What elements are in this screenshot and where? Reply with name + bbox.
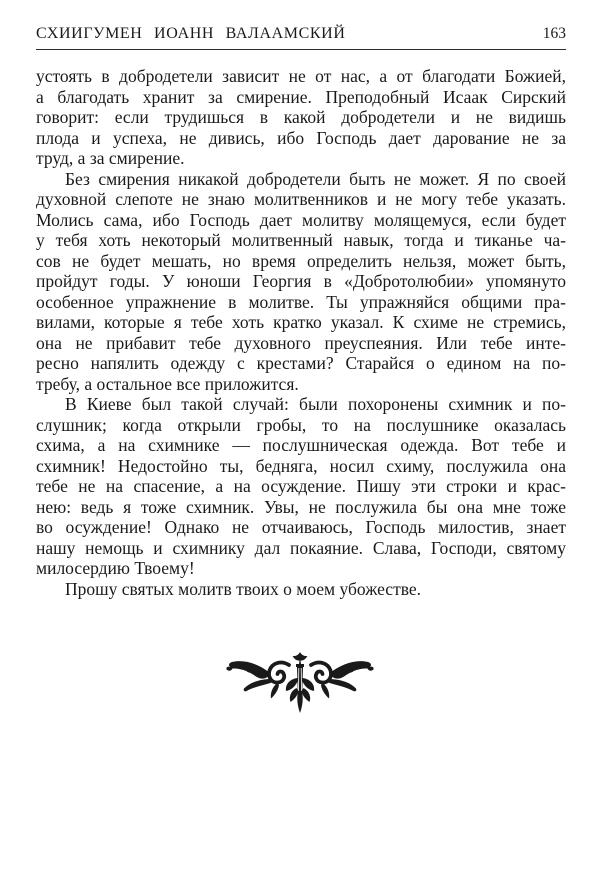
text-line: требу, а остальное все приложится.: [36, 373, 299, 394]
text-line: милосердию Твоему!: [36, 558, 195, 578]
page-text: [36, 66, 566, 599]
text-line: особенное упражнение в молитве. Ты упражняйся общими пра-: [36, 291, 566, 312]
text-line: во осуждение! Однако не отчаиваюсь, Господь милостив, знает: [36, 517, 566, 537]
text-line: а благодать хранит за смирение. Преподобный Исаак Сирский: [36, 86, 566, 107]
fleuron-ornament-graphic: [225, 650, 375, 714]
text-line: схимник! Недостойно ты, бедняга, носил схиму, послужила она: [36, 455, 566, 476]
running-header-title: СХИИГУМЕН ИОАНН ВАЛААМСКИЙ: [36, 25, 346, 42]
text-line: плода и успеха, не дивись, ибо Господь дает дарование не за: [36, 127, 566, 148]
text-line: вилами, которые я тебе хоть кратко указал. К схиме не стремись,: [36, 312, 566, 332]
text-line: духовной слепоте не знаю молитвенников и не могу тебе указать.: [36, 189, 566, 209]
text-line: устоять в добродетели зависит не от нас, а от благодати Божией,: [36, 66, 566, 86]
text-line: В Киеве был такой случай: были похоронены схимник и по-: [65, 394, 566, 414]
page-number: 163: [542, 25, 566, 42]
text-line: она не прибавит тебе духовного преуспеяния. Или тебе инте-: [36, 332, 566, 353]
fleuron-ornament: [225, 650, 375, 714]
text-line: Прошу святых молитв твоих о моем убожестве.: [65, 578, 422, 599]
paragraph: [36, 66, 566, 169]
text-line: нею: ведь я тоже схимник. Увы, не послужила бы она мне тоже: [36, 496, 566, 517]
paragraph: [36, 169, 566, 395]
text-line: труд, а за смирение.: [36, 148, 185, 168]
text-line: нашу немощь и схимнику дал покаяние. Слава, Господи, святому: [36, 537, 566, 558]
text-line: слушник; когда открыли гробы, то на послушнике оказалась: [36, 414, 566, 435]
text-line: говорит: если трудишься в какой добродетели и не видишь: [36, 107, 566, 127]
paragraph: [36, 579, 566, 600]
text-line: у тебя хоть некоторый молитвенный навык, тогда и тиканье ча-: [36, 230, 566, 250]
fleuron-wing: [311, 661, 374, 698]
text-line: Молись сама, ибо Господь дает молитву молящемуся, если будет: [36, 209, 566, 230]
text-line: пройдут годы. У юноши Георгия в «Добротолюбии» упомянуто: [36, 271, 566, 291]
text-line: тебе не на спасение, а на осуждение. Пишу эти строки и крас-: [36, 476, 566, 496]
text-line: сов не будет мешать, но время определить нельзя, может быть,: [36, 250, 566, 271]
paragraph: [36, 394, 566, 579]
text-line: ресно напялить одежду с крестами? Старайся о едином на по-: [36, 353, 566, 373]
fleuron-center: [286, 652, 314, 713]
text-line: схима, а на схимнике — послушническая одежда. Вот тебе и: [36, 435, 566, 455]
running-header: [36, 25, 566, 50]
text-line: Без смирения никакой добродетели быть не может. Я по своей: [65, 168, 566, 189]
